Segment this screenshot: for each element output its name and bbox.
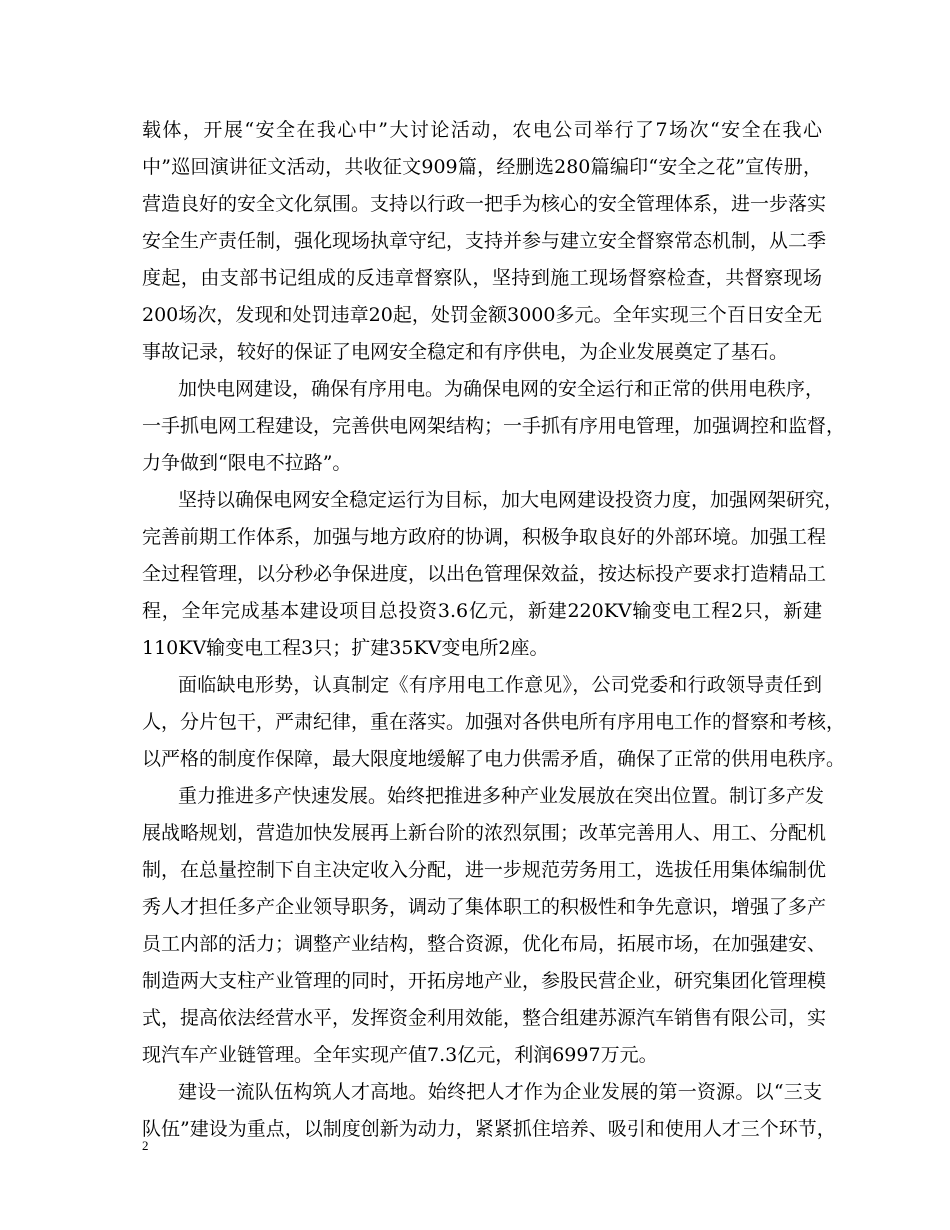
text-line: 以严格的制度作保障，最大限度地缓解了电力供需矛盾，确保了正常的供用电秩序。: [142, 748, 846, 770]
text-line: 全过程管理，以分秒必争保进度，以出色管理保效益，按达标投产要求打造精品工: [142, 563, 827, 585]
text-line: 展战略规划，营造加快发展再上新台阶的浓烈氛围；改革完善用人、用工、分配机: [142, 822, 827, 844]
text-line: 面临缺电形势，认真制定《有序用电工作意见》，公司党委和行政领导责任到: [178, 674, 822, 696]
text-line: 制，在总量控制下自主决定收入分配，进一步规范劳务用工，选拔任用集体编制优: [142, 859, 827, 881]
text-line: 营造良好的安全文化氛围。支持以行政一把手为核心的安全管理体系，进一步落实: [142, 193, 827, 215]
page-number: 2: [142, 1138, 149, 1153]
text-line: 200场次，发现和处罚违章20起，处罚金额3000多元。全年实现三个百日安全无: [142, 304, 822, 326]
text-line: 秀人才担任多产企业领导职务，调动了集体职工的积极性和争先意识，增强了多产: [142, 896, 827, 918]
text-line: 110KV输变电工程3只；扩建35KV变电所2座。: [142, 637, 549, 659]
text-line: 度起，由支部书记组成的反违章督察队，坚持到施工现场督察检查，共督察现场: [142, 267, 822, 289]
text-line: 力争做到“限电不拉路”。: [142, 452, 352, 474]
text-line: 安全生产责任制，强化现场执章守纪，支持并参与建立安全督察常态机制，从二季: [142, 230, 827, 252]
text-line: 坚持以确保电网安全稳定运行为目标，加大电网建设投资力度，加强网架研究，: [178, 489, 844, 511]
text-line: 载体，开展“安全在我心中”大讨论活动，农电公司举行了7场次“安全在我心: [142, 119, 822, 141]
text-line: 事故记录，较好的保证了电网安全稳定和有序供电，为企业发展奠定了基石。: [142, 341, 789, 363]
text-line: 程，全年完成基本建设项目总投资3.6亿元，新建220KV输变电工程2只，新建: [142, 600, 822, 622]
text-line: 式，提高依法经营水平，发挥资金利用效能，整合组建苏源汽车销售有限公司，实: [142, 1007, 827, 1029]
text-line: 制造两大支柱产业管理的同时，开拓房地产业，参股民营企业，研究集团化管理模: [142, 970, 827, 992]
text-line: 重力推进多产快速发展。始终把推进多种产业发展放在突出位置。制订多产发: [178, 785, 825, 807]
text-line: 加快电网建设，确保有序用电。为确保电网的安全运行和正常的供用电秩序，: [178, 378, 825, 400]
text-line: 员工内部的活力；调整产业结构，整合资源，优化布局，拓展市场，在加强建安、: [142, 933, 827, 955]
text-line: 中”巡回演讲征文活动，共收征文909篇，经删选280篇编印“安全之花”宣传册，: [142, 156, 822, 178]
text-line: 人，分片包干，严肃纪律，重在落实。加强对各供电所有序用电工作的督察和考核，: [142, 711, 846, 733]
text-line: 现汽车产业链管理。全年实现产值7.3亿元，利润6997万元。: [142, 1044, 658, 1066]
text-line: 一手抓电网工程建设，完善供电网架结构；一手抓有序用电管理，加强调控和监督，: [142, 415, 846, 437]
text-line: 建设一流队伍构筑人才高地。始终把人才作为企业发展的第一资源。以“三支: [178, 1081, 822, 1103]
text-line: 完善前期工作体系，加强与地方政府的协调，积极争取良好的外部环境。加强工程: [142, 526, 827, 548]
text-line: 队伍”建设为重点，以制度创新为动力，紧紧抓住培养、吸引和使用人才三个环节，: [142, 1118, 836, 1140]
